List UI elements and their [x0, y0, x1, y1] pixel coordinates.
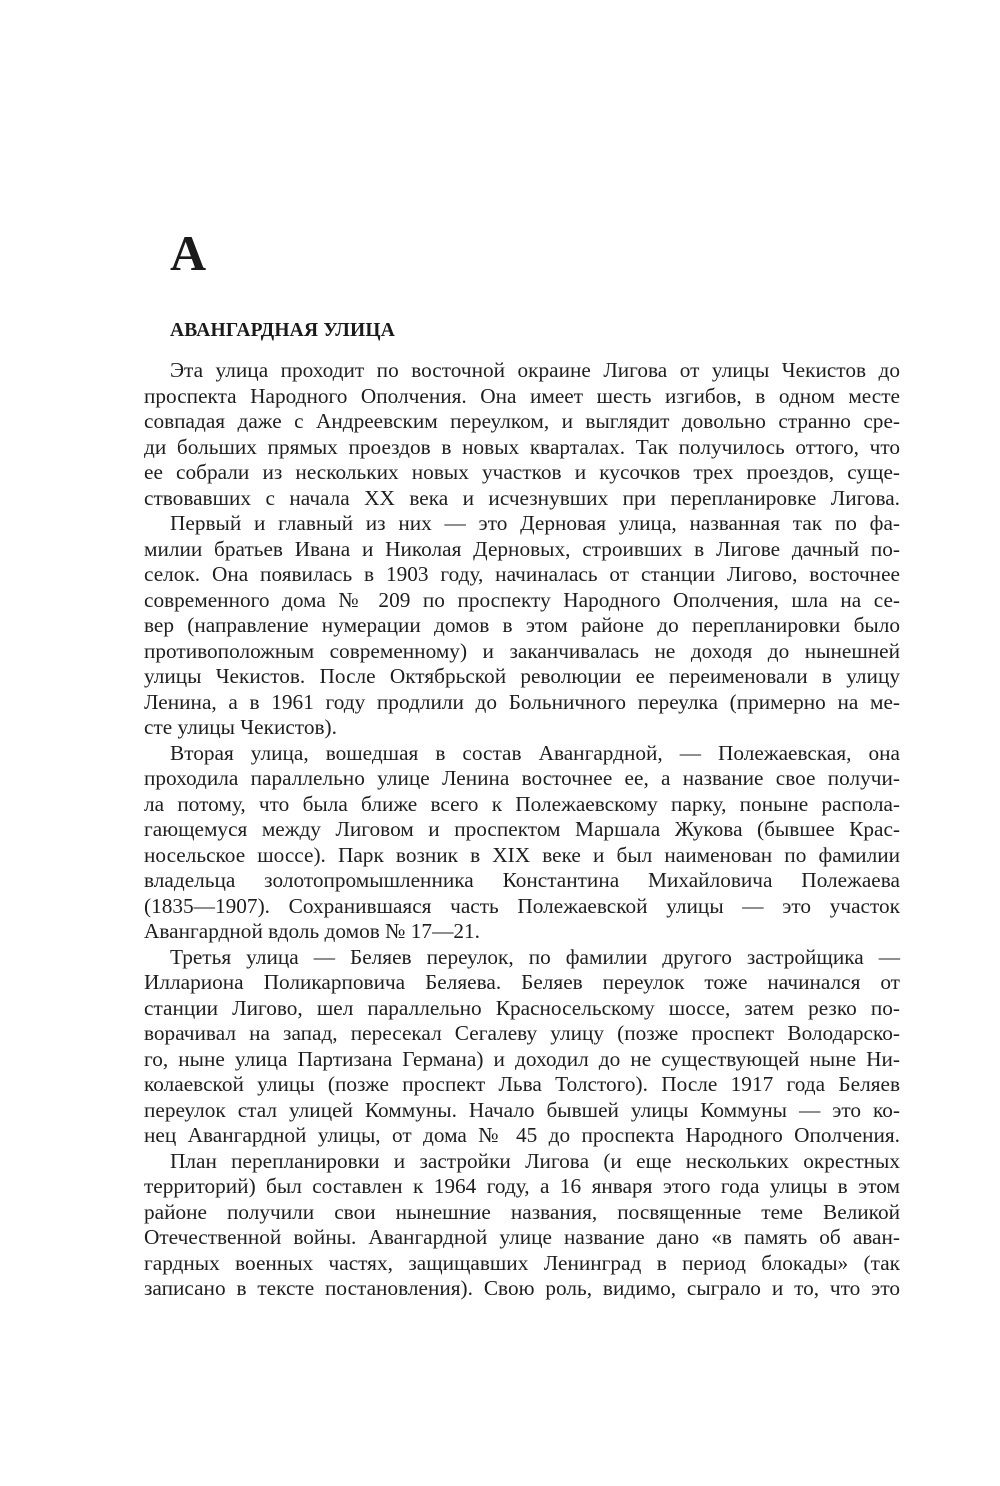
text-line: колаевской улицы (позже проспект Льва Толстого). После 1917 года Беляев [144, 1072, 900, 1096]
text-line: ее собрали из нескольких новых участков и кусочков трех проездов, суще- [144, 460, 900, 484]
text-line: Эта улица проходит по восточной окраине Лигова от улицы Чекистов до [170, 358, 900, 382]
chapter-letter: А [170, 225, 207, 281]
paragraph [144, 741, 900, 945]
section-title: АВАНГАРДНАЯ УЛИЦА [170, 320, 396, 341]
text-line: милии братьев Ивана и Николая Дерновых, строивших в Лигове дачный по- [144, 536, 900, 561]
text-line: проспекта Народного Ополчения. Она имеет шесть изгибов, в одном месте [144, 383, 900, 408]
paragraph [144, 1149, 900, 1302]
text-line: Первый и главный из них — это Дерновая улица, названная так по фа- [170, 511, 900, 535]
text-line: переулок стал улицей Коммуны. Начало бывшей улицы Коммуны — это ко- [144, 1097, 900, 1122]
text-line: сте улицы Чекистов). [144, 715, 337, 739]
text-line: нец Авангардной улицы, от дома № 45 до проспекта Народного Ополчения. [144, 1123, 900, 1147]
text-line: План перепланировки и застройки Лигова (и еще нескольких окрестных [170, 1148, 900, 1173]
text-line: гардных военных частях, защищавших Ленинград в период блокады» (так [144, 1250, 900, 1275]
text-line: современного дома № 209 по проспекту Народного Ополчения, шла на се- [144, 587, 900, 612]
text-line: носельское шоссе). Парк возник в XIX веке и был наименован по фамилии [144, 842, 900, 867]
text-line: Авангардной вдоль домов № 17—21. [144, 919, 480, 943]
text-line: вер (направление нумерации домов в этом районе до перепланировки было [144, 613, 900, 637]
text-line: ворачивал на запад, пересекал Сегалеву улицу (позже проспект Володарско- [144, 1021, 900, 1045]
text-line: противоположным современному) и заканчивалась не доходя до нынешней [144, 638, 900, 663]
paragraph [144, 945, 900, 1149]
text-line: районе получили свои нынешние названия, посвященные теме Великой [144, 1199, 900, 1224]
text-line: Ленина, а в 1961 году продлили до Больничного переулка (примерно на ме- [144, 689, 900, 714]
body-text [144, 358, 900, 1302]
text-line: проходила параллельно улице Ленина восточнее ее, а название свое получи- [144, 766, 900, 790]
text-line: станции Лигово, шел параллельно Красносельскому шоссе, затем резко по- [144, 995, 900, 1020]
text-line: ди больших прямых проездов в новых кварталах. Так получилось оттого, что [144, 434, 900, 459]
text-line: Иллариона Поликарповича Беляева. Беляев переулок тоже начинался от [144, 970, 900, 994]
paragraph [144, 511, 900, 741]
text-line: Третья улица — Беляев переулок, по фамилии другого застройщика — [170, 944, 900, 969]
text-line: (1835—1907). Сохранившаяся часть Полежаевской улицы — это участок [144, 893, 900, 918]
text-line: владельца золотопромышленника Константина Михайловича Полежаева [144, 868, 900, 892]
text-line: ствовавших с начала XX века и исчезнувших при перепланировке Лигова. [144, 485, 900, 510]
text-line: записано в тексте постановления). Свою роль, видимо, сыграло и то, что это [144, 1276, 900, 1300]
text-line: совпадая даже с Андреевским переулком, и выглядит довольно странно сре- [144, 409, 900, 433]
text-line: го, ныне улица Партизана Германа) и доходил до не существующей ныне Ни- [144, 1046, 900, 1071]
text-line: селок. Она появилась в 1903 году, начиналась от станции Лигово, восточнее [144, 562, 900, 586]
text-line: территорий) был составлен к 1964 году, а 16 января этого года улицы в этом [144, 1174, 900, 1198]
text-line: улицы Чекистов. После Октябрьской революции ее переименовали в улицу [144, 664, 900, 688]
text-line: Отечественной войны. Авангардной улице название дано «в память об аван- [144, 1225, 900, 1249]
text-line: Вторая улица, вошедшая в состав Авангардной, — Полежаевская, она [170, 740, 900, 765]
text-line: ла потому, что была ближе всего к Полежаевскому парку, поныне распола- [144, 791, 900, 816]
text-line: гающемуся между Лиговом и проспектом Маршала Жукова (бывшее Крас- [144, 817, 900, 841]
paragraph [144, 358, 900, 511]
